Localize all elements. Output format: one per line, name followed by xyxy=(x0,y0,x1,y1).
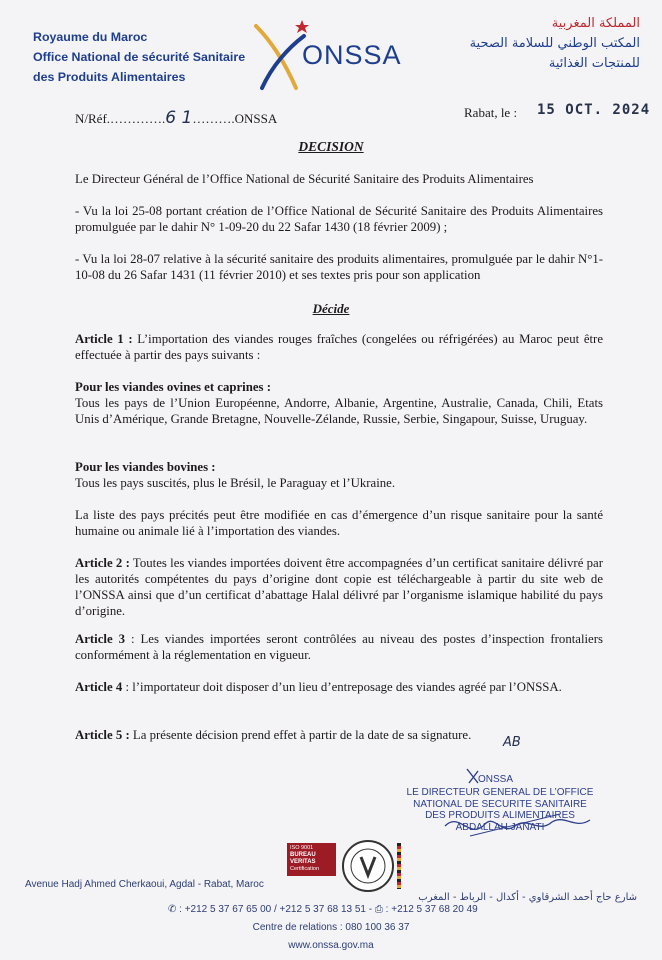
header-fr-line-1: Royaume du Maroc xyxy=(33,30,148,44)
cert-iso: ISO 9001 xyxy=(290,845,314,851)
cert-name: BUREAU VERITAS xyxy=(290,852,316,865)
signature-line-4: ABDALLAH JANATI xyxy=(455,821,545,833)
article-4-label: Article 4 xyxy=(75,680,123,694)
list-paragraph: La liste des pays précités peut être modifiée en cas d’émergence d’un risque sanitaire pour la santé humaine ou animale lié à l’importation des viandes. xyxy=(75,508,603,538)
article-2-text: Toutes les viandes importées doivent être accompagnées d’un certificat sanitaire délivré par les autorités compétentes du pays d’origine dont copie est téléchargeable à partir du site web de l’ONSSA ainsi que d’un certificat d’abattage Halal délivré par l’organisme islamique habilité du pays d’origine. xyxy=(75,556,603,618)
vu-paragraph-2: - Vu la loi 28-07 relative à la sécurité sanitaire des produits alimentaires, promulguée par le dahir N°1-10-08 du 26 Safar 1431 (11 février 2010) et ses textes pris pour son application xyxy=(75,252,603,282)
ref-prefix: N/Réf. xyxy=(75,111,111,126)
reference-line xyxy=(75,108,277,128)
article-1-text: L’importation des viandes rouges fraîches (congelées ou réfrigérées) au Maroc peut être effectuée à partir des pays suivants : xyxy=(75,332,603,362)
footer-address: Avenue Hadj Ahmed Cherkaoui, Agdal - Rabat, Maroc xyxy=(25,879,264,890)
signature-line-3: DES PRODUITS ALIMENTAIRES xyxy=(425,810,575,821)
date-stamp: 15 OCT. 2024 xyxy=(537,102,651,118)
vu-paragraph-1: - Vu la loi 25-08 portant création de l’Office National de Sécurité Sanitaire des Produits Alimentaires promulguée par le dahir N° 1-09-20 du 22 Safar 1430 (18 février 2009) ; xyxy=(75,204,603,234)
logo-text: ONSSA xyxy=(302,40,402,70)
article-2-label: Article 2 : xyxy=(75,556,130,570)
header-arabic xyxy=(470,14,640,74)
footer-contact xyxy=(168,904,478,915)
article-5 xyxy=(75,727,505,743)
header-french xyxy=(33,27,245,87)
header-ar-line-1: المملكة المغربية xyxy=(551,16,640,31)
ref-dots-1: …………. xyxy=(110,111,166,126)
ovines-text: Tous les pays de l’Union Européenne, Andorre, Albanie, Argentine, Australie, Canada, Chili, Etats Unis d’Amérique, Grande Bretagne, Nouvelle-Zélande, Russie, Serbie, Singapour, Suisse, Uruguay. xyxy=(75,396,603,426)
article-5-text: La présente décision prend effet à partir de la date de sa signature. xyxy=(129,728,472,742)
footer-fax: +212 5 37 68 20 49 xyxy=(391,904,478,915)
phone-icon: ✆ : xyxy=(168,904,185,915)
onssa-logo-icon xyxy=(250,18,310,96)
article-3-text: : Les viandes importées seront contrôlées au niveau des postes d’inspection frontaliers conformément à la réglementation en vigueur. xyxy=(75,632,603,662)
signature-line-2: NATIONAL DE SECURITE SANITAIRE xyxy=(413,798,587,810)
handwritten-initials: AB xyxy=(503,735,521,750)
article-5-label: Article 5 : xyxy=(75,728,130,742)
article-1 xyxy=(75,331,603,363)
document-title: DECISION xyxy=(298,139,364,154)
bureau-veritas-seal-icon xyxy=(341,839,395,893)
bovines-section xyxy=(75,459,603,491)
bovines-text: Tous les pays suscités, plus le Brésil, le Paraguay et l’Ukraine. xyxy=(75,476,396,490)
fax-icon: ⎙ : xyxy=(374,904,392,915)
stamp-logo-text: ONSSA xyxy=(478,774,514,785)
article-4-text: : l’importateur doit disposer d’un lieu d’entreposage des viandes agréé par l’ONSSA. xyxy=(122,680,562,694)
article-2 xyxy=(75,555,603,619)
article-3 xyxy=(75,631,603,663)
intro-paragraph: Le Directeur Général de l’Office National de Sécurité Sanitaire des Produits Alimentaires xyxy=(75,172,534,186)
ref-suffix: ONSSA xyxy=(234,111,278,126)
article-1-label: Article 1 : xyxy=(75,332,133,346)
cert-sub: Certification xyxy=(290,866,320,872)
ref-number: 6 1 xyxy=(165,108,193,128)
city-label: Rabat, le : xyxy=(464,105,518,120)
signature-line-1: LE DIRECTEUR GENERAL DE L’OFFICE xyxy=(406,787,594,798)
header-fr-line-3: des Produits Alimentaires xyxy=(33,70,186,84)
footer-website[interactable]: www.onssa.gov.ma xyxy=(288,940,374,951)
footer-relations: Centre de relations : 080 100 36 37 xyxy=(252,922,410,933)
footer-tel: +212 5 37 67 65 00 / +212 5 37 68 13 51 - xyxy=(184,904,373,915)
header-ar-line-3: للمنتجات الغذائية xyxy=(548,56,640,71)
article-3-label: Article 3 xyxy=(75,632,126,646)
header-ar-line-2: المكتب الوطني للسلامة الصحية xyxy=(469,36,640,51)
ovines-heading: Pour les viandes ovines et caprines : xyxy=(75,380,271,394)
footer-address-arabic: شارع حاج أحمد الشرقاوي - أكدال - الرباط - المغرب xyxy=(418,892,637,903)
bovines-heading: Pour les viandes bovines : xyxy=(75,460,216,474)
article-4 xyxy=(75,679,603,695)
header-fr-line-2: Office National de sécurité Sanitaire xyxy=(33,50,246,64)
certification-badge xyxy=(287,843,336,876)
color-strip xyxy=(397,843,401,889)
decide-heading: Décide xyxy=(312,301,350,316)
ovines-section xyxy=(75,379,603,427)
signature-scribble-icon xyxy=(440,806,600,846)
ref-dots-2: ………. xyxy=(192,111,235,126)
